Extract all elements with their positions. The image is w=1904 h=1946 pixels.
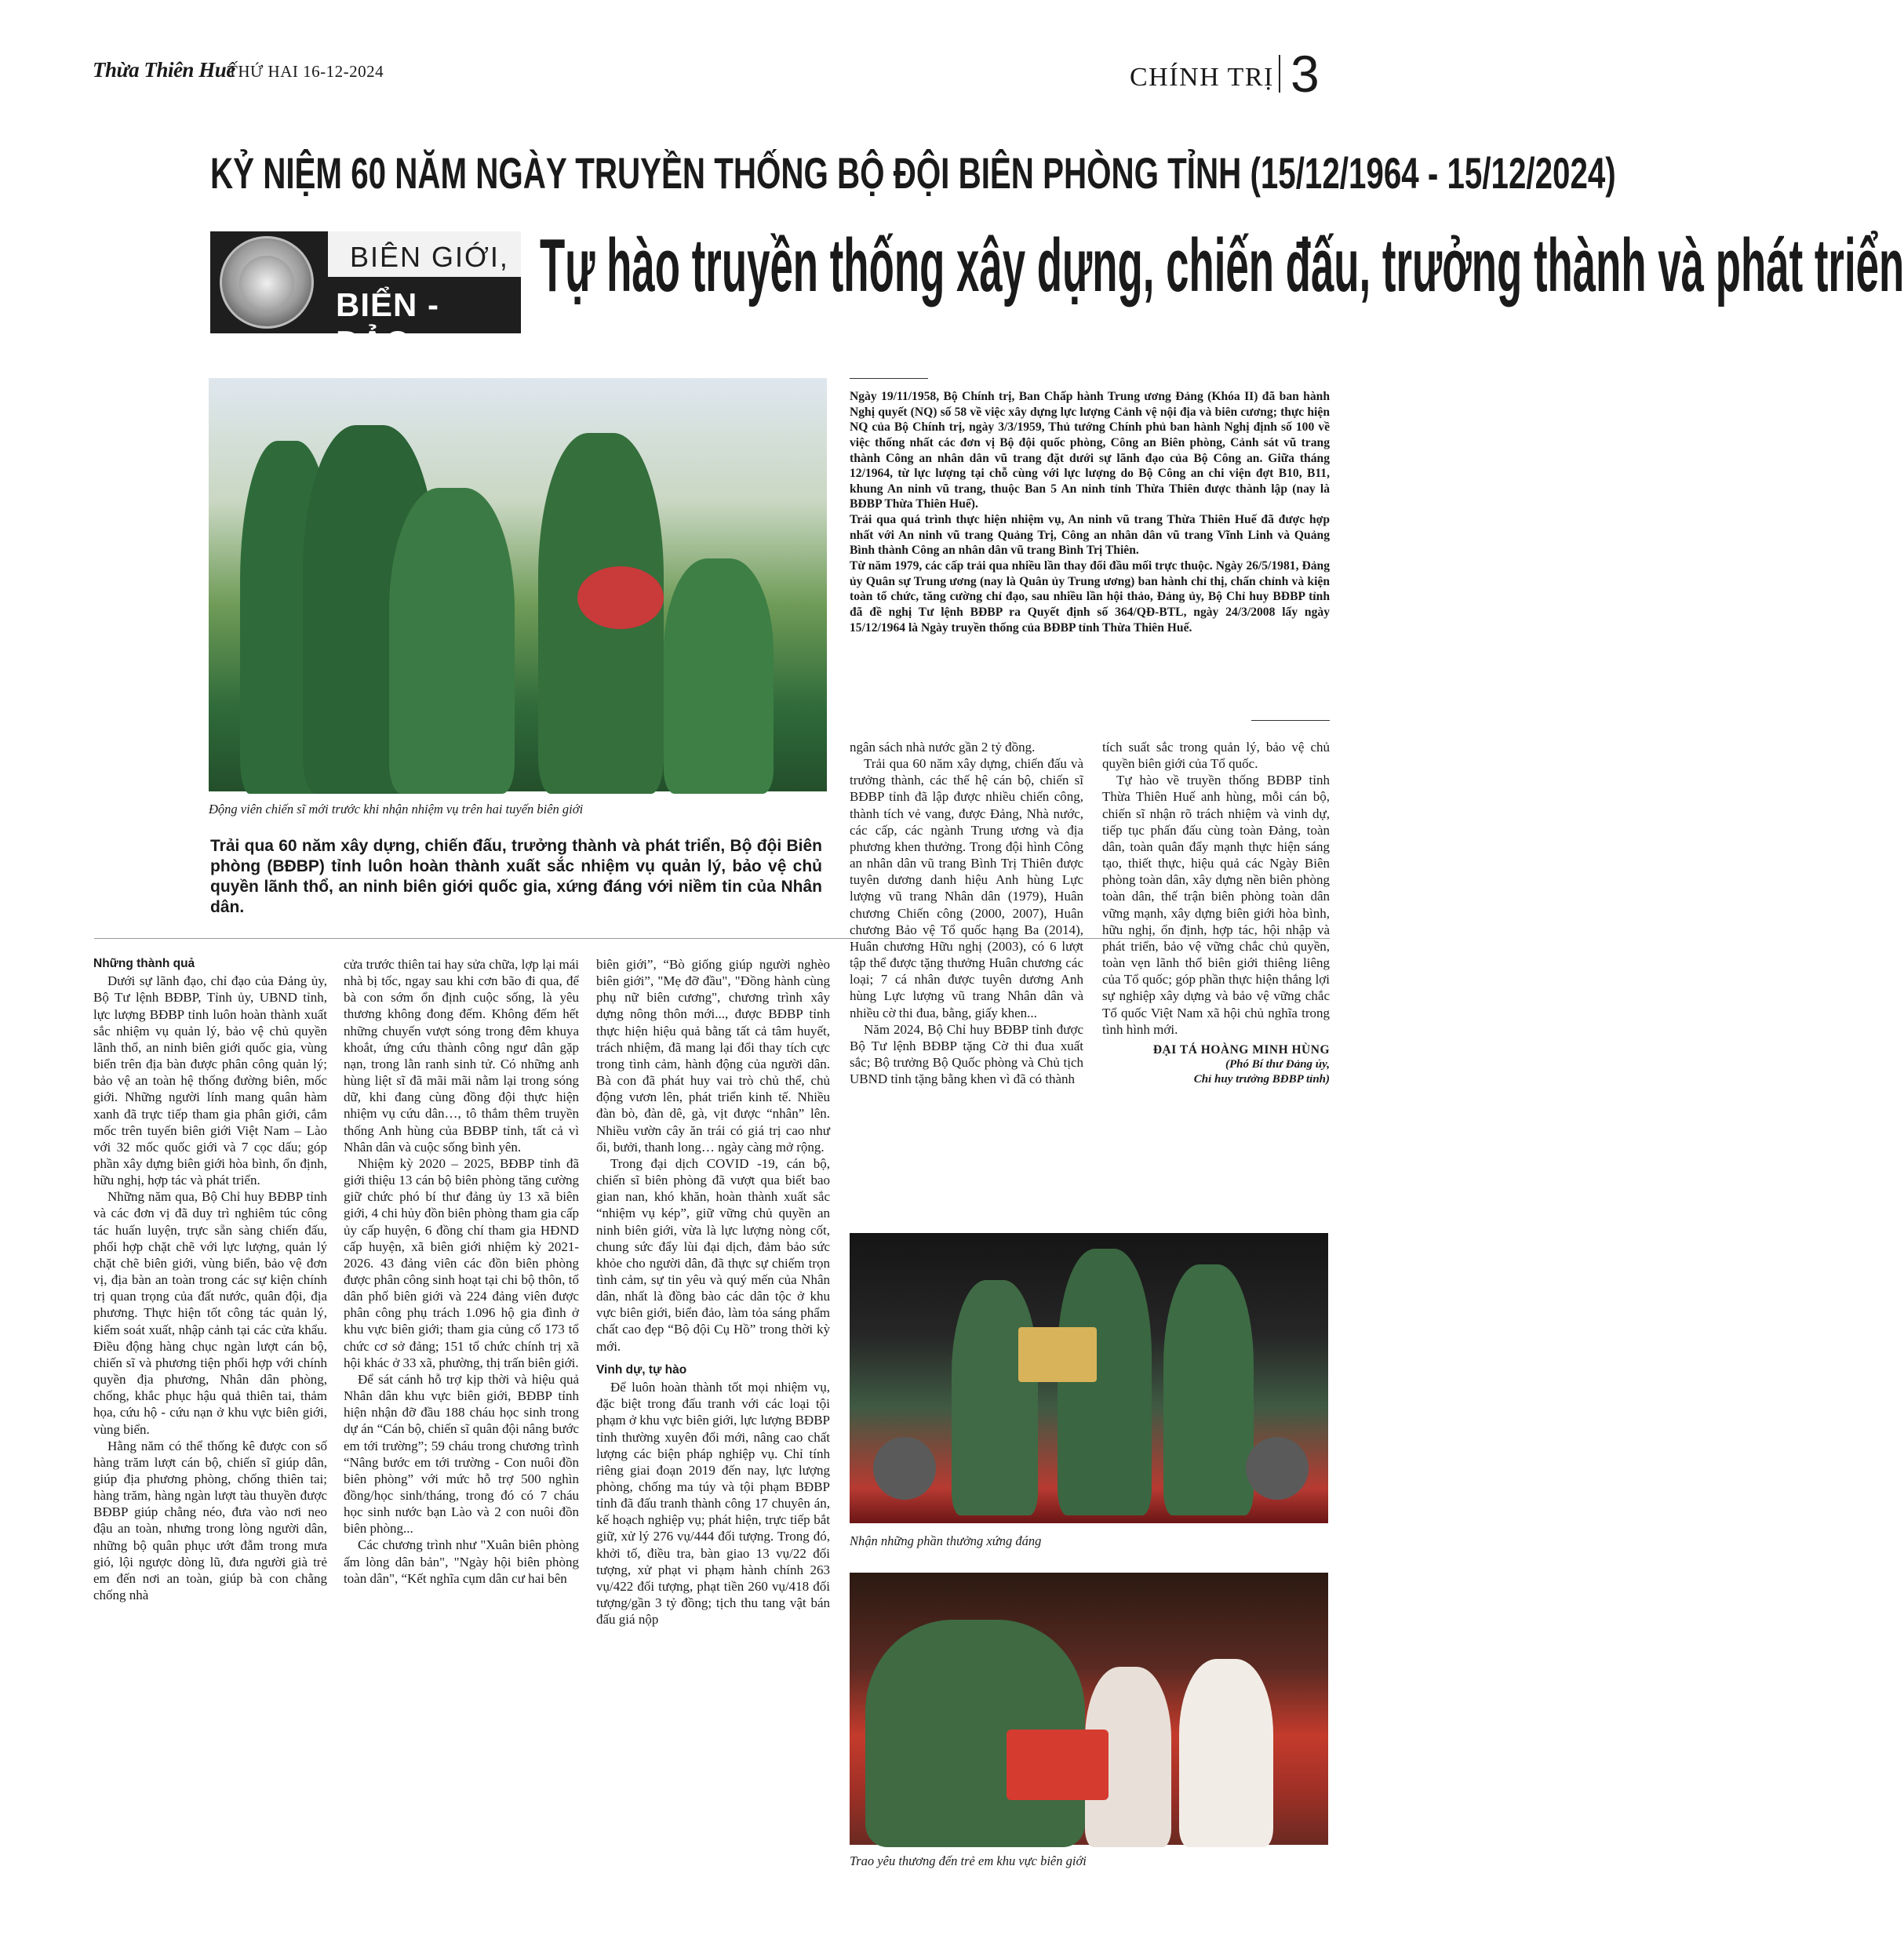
body-column-3 (596, 956, 830, 1628)
lead-paragraph: Trải qua 60 năm xây dựng, chiến đấu, trưởng thành và phát triển, Bộ đội Biên phòng (BĐBP) tỉnh luôn hoàn thành xuất sắc nhiệm vụ quản lý, bảo vệ chủ quyền lãnh thổ, an ninh biên giới quốc gia, xứng đáng với niềm tin của Nhân dân. (210, 837, 822, 917)
kicker-headline: KỶ NIỆM 60 NĂM NGÀY TRUYỀN THỐNG BỘ ĐỘI BIÊN PHÒNG TỈNH (15/12/1964 - 15/12/2024) (210, 148, 1616, 198)
subheading: Những thành quả (93, 957, 195, 970)
logo-line-2: BIỂN - ĐẢO (336, 286, 439, 361)
sidebar-top-rule (850, 378, 928, 379)
body-paragraph: Trải qua 60 năm xây dựng, chiến đấu và trưởng thành, các thế hệ cán bộ, chiến sĩ BĐBP tỉnh đã lập được nhiều chiến công, thành tích vẻ vang, được Đảng, Nhà nước, các cấp, các ngành Trung ương và địa phương khen thưởng. Trong đội hình Công an nhân dân vũ trang Bình Trị Thiên được tuyên dương danh hiệu Anh hùng Lực lượng vũ trang Nhân dân (1979), Huân chương Chiến công (2000, 2007), Huân chương Bảo vệ Tổ quốc hạng Ba (2014), Huân chương Hữu nghị (2003), có 6 lượt tập thể được tặng thưởng Huân chương các loại; 7 cá nhân được tuyên dương Anh hùng Lực lượng vũ trang Nhân dân và nhiều cờ thi đua, bằng, giấy khen... (850, 756, 1083, 1020)
history-sidebar (850, 389, 1330, 635)
photo-caption: Trao yêu thương đến trẻ em khu vực biên giới (850, 1853, 1087, 1868)
body-paragraph: Nhiệm kỳ 2020 – 2025, BĐBP tỉnh đã giới thiệu 13 cán bộ biên phòng tăng cường giữ chức phó bí thư đảng ủy 13 xã biên giới, 4 chi hủy đồn biên phòng tham gia cấp ủy cấp huyện, 6 đồng chí tham gia HĐND cấp huyện, xã biên giới nhiệm kỳ 2021- 2026. 43 đảng viên các đồn biên phòng được phân công sinh hoạt tại chi bộ thôn, tổ dân phố biên giới và 224 đảng viên được phân công phụ trách 1.096 hộ gia đình ở khu vực biên giới; tham gia củng cố 173 tổ chức cơ sở đảng; 151 tổ chức chính trị xã hội khác ở 33 xã, phường, thị trấn biên giới. (344, 1155, 579, 1370)
section-name: CHÍNH TRỊ (1130, 63, 1274, 92)
section-divider (1279, 55, 1280, 93)
photo-caption: Động viên chiến sĩ mới trước khi nhận nhiệm vụ trên hai tuyến biên giới (209, 802, 584, 817)
body-paragraph: Để luôn hoàn thành tốt mọi nhiệm vụ, đặc biệt trong đấu tranh với các loại tội phạm ở khu vực biên giới, lực lượng BĐBP tỉnh thường xuyên đổi mới, nâng cao chất lượng các biện pháp nghiệp vụ. Chỉ tính riêng giai đoạn 2019 đến nay, lực lượng phòng, chống ma túy và tội phạm BĐBP tỉnh đã đấu tranh thành công 17 chuyên án, kế hoạch nghiệp vụ; phát hiện, trực tiếp bắt giữ, xử lý 276 vụ/444 đối tượng. Trong đó, khởi tố, điều tra, bàn giao 13 vụ/22 đối tượng, xử phạt vi phạm hành chính 263 vụ/422 đối tượng, phạt tiền 260 vụ/418 đối tượng/gần 3 tỷ đồng; tịch thu tang vật bán đấu giá nộp (596, 1380, 830, 1628)
sidebar-paragraph: Trải qua quá trình thực hiện nhiệm vụ, An ninh vũ trang Thừa Thiên Huế đã được hợp nhất với An ninh vũ trang Quảng Trị, Công an nhân dân vũ trang Vĩnh Linh và Quảng Bình thành Công an nhân dân vũ trang Bình Trị Thiên. (850, 513, 1330, 558)
photo-soldiers (209, 378, 827, 791)
sidebar-paragraph: Từ năm 1979, các cấp trải qua nhiều lần thay đổi đầu mối trực thuộc. Ngày 26/5/1981, Đảng ủy Quân sự Trung ương (nay là Quân ủy Trung ương) ban hành chỉ thị, chấn chỉnh và kiện toàn tổ chức, tăng cường chỉ đạo, sau nhiều lần hội thảo, Đảng ủy, Bộ Chỉ huy BĐBP tỉnh đã đề nghị Tư lệnh BĐBP ra Quyết định số 364/QĐ-BTL, ngày 24/3/2008 lấy ngày 15/12/1964 là Ngày truyền thống của BĐBP tỉnh Thừa Thiên Huế. (850, 559, 1330, 635)
column-logo (210, 231, 521, 361)
body-paragraph: Năm 2024, Bộ Chỉ huy BĐBP tỉnh được Bộ Tư lệnh BĐBP tặng Cờ thi đua xuất sắc; Bộ trưởng Bộ Quốc phòng và Chủ tịch UBND tỉnh tặng bằng khen vì đã có thành (850, 1021, 1083, 1087)
body-paragraph: biên giới”, “Bò giống giúp người nghèo biên giới”, "Mẹ đỡ đầu", "Đồng hành cùng phụ nữ biên cương", chương trình xây dựng nông thôn mới..., được BĐBP tỉnh thực hiện hiệu quả bằng tất cả tâm huyết, trách nhiệm, đã mang lại đổi thay tích cực trong tình cảm, hành động của người dân. Bà con đã phát huy vai trò chủ thể, chủ động vươn lên, phát triển kinh tế. Nhiều đàn bò, đàn dê, gà, vịt được “nhân” lên. Nhiều vườn cây ăn trái có giá trị cao như ổi, bưởi, thanh long… ngày càng mở rộng. (596, 957, 830, 1155)
sidebar-bottom-rule (1251, 720, 1330, 721)
body-paragraph: Tự hào về truyền thống BĐBP tỉnh Thừa Thiên Huế anh hùng, mỗi cán bộ, chiến sĩ nhận rõ trách nhiệm và vinh dự, tiếp tục phấn đấu cùng toàn Đảng, toàn dân, toàn quân đẩy mạnh thực hiện sáng tạo, thiết thực, hiệu quả các Ngày Biên phòng toàn dân, xây dựng nền biên phòng toàn dân, thế trận biên phòng toàn dân vững mạnh, xây dựng biên giới hòa bình, hữu nghị, ổn định, hợp tác, hội nhập và phát triển, bảo vệ vững chắc chủ quyền, toàn vẹn lãnh thổ biên giới thiêng liêng của Tổ quốc; góp phần thực hiện thắng lợi sự nghiệp xây dựng và bảo vệ vững chắc Tổ quốc Việt Nam xã hội chủ nghĩa trong tình hình mới. (1102, 773, 1330, 1037)
body-column-5 (1102, 739, 1330, 1086)
photo-children-gifts (850, 1573, 1328, 1845)
body-paragraph: Hằng năm có thể thống kê được con số hàng trăm lượt cán bộ, chiến sĩ giúp dân, giúp địa phương phòng, chống thiên tai; hàng trăm, hàng ngàn lượt tàu thuyền được BĐBP giúp chằng néo, đưa vào nơi neo đậu an toàn, nhưng trong lòng người dân, những bộ quân phục ướt đẫm trong mưa gió, lội ngược dòng lũ, đưa người già trẻ em đến nơi an toàn, giúp bà con chằng chống nhà (93, 1438, 327, 1603)
body-paragraph: ngân sách nhà nước gần 2 tỷ đồng. (850, 740, 1036, 755)
photo-caption: Nhận những phần thưởng xứng đáng (850, 1533, 1042, 1548)
body-paragraph: cửa trước thiên tai hay sửa chữa, lợp lại mái nhà bị tốc, ngay sau khi cơn bão đi qua, để bà con sớm ổn định cuộc sống, là yêu thương không đong đếm. Không đếm hết những chuyến vượt sóng trong đêm khuya khoắt, ứng cứu thành công ngư dân gặp nạn, trong lằn ranh sinh tử. Có những anh hùng liệt sĩ đã mãi mãi nằm lại trong sóng dữ, khi đang cùng đồng đội thực hiện nhiệm vụ cứu dân…, tô thắm thêm truyền thống Anh hùng của BĐBP tỉnh, tất cả vì Nhân dân và cuộc sống bình yên. (344, 957, 579, 1155)
body-column-4 (850, 739, 1083, 1087)
article-title: Tự hào truyền thống xây dựng, chiến đấu, trưởng thành và phát triển (540, 224, 1904, 307)
page-number: 3 (1291, 45, 1320, 103)
sidebar-paragraph: Ngày 19/11/1958, Bộ Chính trị, Ban Chấp hành Trung ương Đảng (Khóa II) đã ban hành Nghị quyết (NQ) số 58 về việc xây dựng lực lượng Cảnh vệ nội địa và biên cương; thực hiện NQ của Bộ Chính trị, ngày 3/3/1959, Thủ tướng Chính phủ ban hành Nghị định số 100 về việc thống nhất các đơn vị Bộ đội quốc phòng, Công an Biên phòng, Cảnh sát vũ trang thành Công an nhân dân vũ trang đặt dưới sự lãnh đạo của Bộ Công an. Giữa tháng 12/1964, từ lực lượng tại chỗ cùng với lực lượng do Bộ Công an chi viện đợt B10, B11, khung An ninh vũ trang, thuộc Ban 5 An ninh tỉnh Thừa Thiên được thành lập (nay là BĐBP Thừa Thiên Huế). (850, 390, 1330, 511)
issue-date: THỨ HAI 16-12-2024 (228, 62, 384, 81)
logo-line-1: BIÊN GIỚI, (350, 241, 509, 273)
body-paragraph: Để sát cánh hỗ trợ kịp thời và hiệu quả Nhân dân khu vực biên giới, BĐBP tỉnh hiện nhận đỡ đầu 188 cháu học sinh trong dự án “Cán bộ, chiến sĩ quân đội nâng bước em tới trường”; 59 cháu trong chương trình “Nâng bước em tới trường - Con nuôi đồn biên phòng” với mức hỗ trợ 500 nghìn đồng/học sinh/tháng, trong đó có 7 cháu học sinh nước bạn Lào và 2 con nuôi đồn biên phòng... (344, 1371, 579, 1537)
masthead: Thừa Thiên Huế (93, 58, 235, 82)
author-name: ĐẠI TÁ HOÀNG MINH HÙNG (1152, 1042, 1330, 1057)
body-column-1 (93, 956, 327, 1603)
body-paragraph: Dưới sự lãnh đạo, chỉ đạo của Đảng ủy, Bộ Tư lệnh BĐBP, Tỉnh ủy, UBND tỉnh, lực lượng BĐBP tỉnh luôn hoàn thành xuất sắc nhiệm vụ quản lý, bảo vệ chủ quyền lãnh thổ, an ninh biên giới quốc gia, vùng biển trên địa bàn được phân công quản lý; bảo vệ an toàn hệ thống đường biên, mốc giới. Những người lính mang quân hàm xanh đã trực tiếp tham gia phân giới, cắm mốc trên tuyến biên giới Việt Nam – Lào với 32 mốc quốc giới và 7 cọc dấu; góp phần xây dựng biên giới hòa bình, ổn định, hữu nghị, hợp tác và phát triển. (93, 973, 327, 1188)
body-paragraph: Các chương trình như "Xuân biên phòng ấm lòng dân bản", "Ngày hội biên phòng toàn dân", “Kết nghĩa cụm dân cư hai bên (344, 1537, 579, 1586)
body-paragraph: Những năm qua, Bộ Chỉ huy BĐBP tỉnh và các đơn vị đã duy trì nghiêm túc công tác huấn luyện, trực sẵn sàng chiến đấu, phối hợp chặt chẽ với lực lượng, quản lý chặt chẽ biên giới, vùng biển, bảo vệ đơn vị, địa bàn an toàn trong các sự kiện chính trị quan trọng của đất nước, quân đội, địa phương. Thực hiện tốt công tác quản lý, kiểm soát xuất, nhập cảnh tại các cửa khẩu. Điều động hàng chục ngàn lượt cán bộ, chiến sĩ và phương tiện phối hợp với chính quyền địa phương, Nhân dân phòng, chống, khắc phục hậu quả thiên tai, thảm họa, cứu hộ - cứu nạn ở khu vực biên giới, vùng biển. (93, 1189, 327, 1437)
body-column-2 (344, 956, 579, 1587)
author-signature (1102, 1042, 1330, 1087)
author-role: (Phó Bí thư Đảng ủy, (1225, 1058, 1330, 1071)
author-role: Chỉ huy trưởng BĐBP tỉnh) (1193, 1072, 1330, 1086)
photo-award-ceremony (850, 1233, 1328, 1523)
body-paragraph: tích suất sắc trong quản lý, bảo vệ chủ quyền biên giới của Tổ quốc. (1102, 740, 1330, 772)
subheading: Vinh dự, tự hào (596, 1362, 687, 1377)
border-guard-emblem-icon (220, 236, 314, 329)
body-paragraph: Trong đại dịch COVID -19, cán bộ, chiến sĩ biên phòng đã vượt qua biết bao gian nan, khó khăn, hoàn thành xuất sắc “nhiệm vụ kép”, giữ vững chủ quyền an ninh biên giới, vừa là lực lượng nòng cốt, chung sức đẩy lùi đại dịch, đảm bảo sức khỏe cho người dân, đã thực sự chiếm trọn tình cảm, sự tin yêu và quý mến của Nhân dân, nhất là đồng bào các dân tộc ở khu vực biên giới, biển đảo, làm tỏa sáng phẩm chất cao đẹp “Bộ đội Cụ Hồ” trong thời kỳ mới. (596, 1155, 830, 1354)
